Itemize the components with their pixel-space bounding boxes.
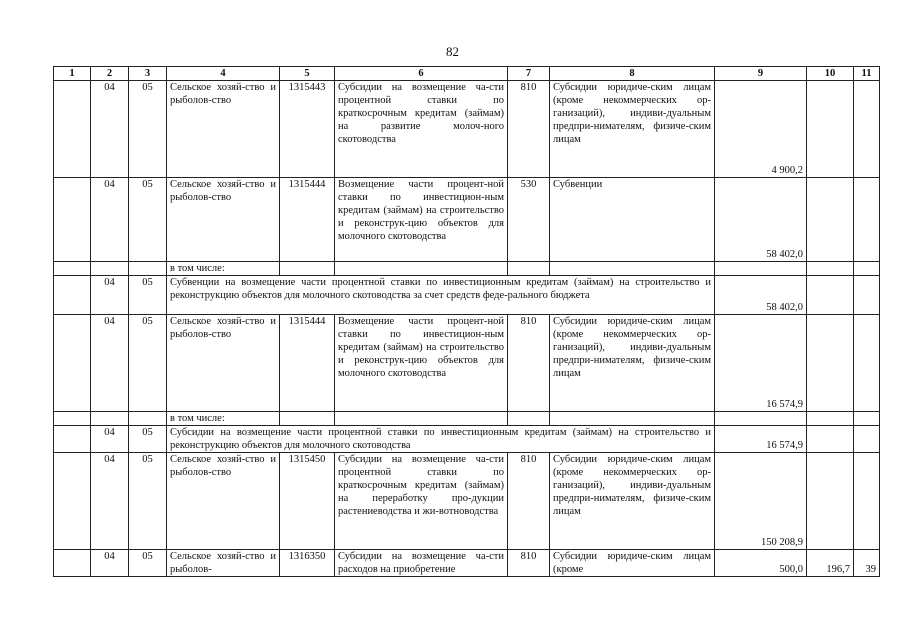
header-cell: 7 bbox=[508, 67, 550, 81]
expense-type-name: Субсидии юридиче-ским лицам (кроме некоммерческих ор-ганизаций), индиви-дуальным предпри-нимателям, физиче-ским лицам bbox=[550, 453, 715, 550]
expense-description: Субсидии на возмещение ча-сти процентной ставки по краткосрочным кредитам (займам) на переработку про-дукции растениеводства и жи-вотноводства bbox=[335, 453, 508, 550]
header-cell: 11 bbox=[854, 67, 880, 81]
expense-description: Субвенции на возмещение части процентной ставки по инвестиционным кредитам (займам) на строительство и реконструкцию объектов для молочного скотоводства за счет средств феде-рального бюджета bbox=[167, 276, 715, 315]
subsection-code: 05 bbox=[129, 315, 167, 412]
note-row bbox=[54, 262, 880, 276]
header-cell: 4 bbox=[167, 67, 280, 81]
sector-name: Сельское хозяй-ство и рыболов-ство bbox=[167, 81, 280, 178]
amount-col-10 bbox=[807, 315, 854, 412]
expense-type-name: Субвенции bbox=[550, 178, 715, 262]
header-cell: 5 bbox=[280, 67, 335, 81]
page-number: 82 bbox=[446, 44, 459, 59]
expense-type-name: Субсидии юридиче-ским лицам (кроме некоммерческих ор-ганизаций), индиви-дуальным предпри-нимателям, физиче-ским лицам bbox=[550, 315, 715, 412]
header-cell: 10 bbox=[807, 67, 854, 81]
amount-col-11 bbox=[854, 315, 880, 412]
header-cell: 3 bbox=[129, 67, 167, 81]
table-row bbox=[54, 276, 880, 315]
target-code: 1315443 bbox=[280, 81, 335, 178]
table-row bbox=[54, 550, 880, 577]
expense-type-name: Субсидии юридиче-ским лицам (кроме bbox=[550, 550, 715, 577]
amount: 58 402,0 bbox=[715, 178, 807, 262]
subsection-code: 05 bbox=[129, 81, 167, 178]
subsection-code: 05 bbox=[129, 178, 167, 262]
amount-col-11 bbox=[854, 453, 880, 550]
amount: 150 208,9 bbox=[715, 453, 807, 550]
note-row bbox=[54, 412, 880, 426]
section-code: 04 bbox=[91, 81, 129, 178]
expense-type-code: 530 bbox=[508, 178, 550, 262]
target-code: 1315444 bbox=[280, 315, 335, 412]
expense-description: Субсидии на возмещение ча-сти процентной ставки по краткосрочным кредитам (займам) на развитие молоч-ного скотоводства bbox=[335, 81, 508, 178]
amount-col-11 bbox=[854, 178, 880, 262]
sector-name: Сельское хозяй-ство и рыболов-ство bbox=[167, 315, 280, 412]
amount: 4 900,2 bbox=[715, 81, 807, 178]
sector-name: Сельское хозяй-ство и рыболов-ство bbox=[167, 453, 280, 550]
expense-type-code: 810 bbox=[508, 81, 550, 178]
target-code: 1315450 bbox=[280, 453, 335, 550]
amount-col-11 bbox=[854, 81, 880, 178]
section-code: 04 bbox=[91, 276, 129, 315]
section-code: 04 bbox=[91, 178, 129, 262]
header-cell: 1 bbox=[54, 67, 91, 81]
table-row bbox=[54, 178, 880, 262]
amount-col-11: 39 bbox=[854, 550, 880, 577]
subsection-code: 05 bbox=[129, 453, 167, 550]
subsection-code: 05 bbox=[129, 276, 167, 315]
amount: 16 574,9 bbox=[715, 315, 807, 412]
amount-col-10: 196,7 bbox=[807, 550, 854, 577]
amount-col-10 bbox=[807, 453, 854, 550]
table-row bbox=[54, 315, 880, 412]
table-row bbox=[54, 426, 880, 453]
header-cell: 6 bbox=[335, 67, 508, 81]
budget-table bbox=[53, 66, 880, 577]
expense-type-code: 810 bbox=[508, 550, 550, 577]
header-row bbox=[54, 67, 880, 81]
subsection-code: 05 bbox=[129, 426, 167, 453]
amount: 58 402,0 bbox=[715, 276, 807, 315]
section-code: 04 bbox=[91, 550, 129, 577]
expense-description: Возмещение части процент-ной ставки по инвестицион-ным кредитам (займам) на строительство и реконструк-цию объектов для молочного скотоводства bbox=[335, 315, 508, 412]
header-cell: 9 bbox=[715, 67, 807, 81]
table-row bbox=[54, 81, 880, 178]
expense-type-code: 810 bbox=[508, 315, 550, 412]
amount-col-10 bbox=[807, 178, 854, 262]
sector-name: Сельское хозяй-ство и рыболов- bbox=[167, 550, 280, 577]
amount-col-10 bbox=[807, 81, 854, 178]
expense-description: Субсидии на возмещение ча-сти расходов на приобретение bbox=[335, 550, 508, 577]
header-cell: 8 bbox=[550, 67, 715, 81]
expense-type-code: 810 bbox=[508, 453, 550, 550]
table-row bbox=[54, 453, 880, 550]
amount: 16 574,9 bbox=[715, 426, 807, 453]
sector-name: Сельское хозяй-ство и рыболов-ство bbox=[167, 178, 280, 262]
section-code: 04 bbox=[91, 315, 129, 412]
section-code: 04 bbox=[91, 426, 129, 453]
note-text: в том числе: bbox=[167, 412, 280, 426]
amount: 500,0 bbox=[715, 550, 807, 577]
expense-description: Субсидии на возмещение части процентной ставки по инвестиционным кредитам (займам) на строительство и реконструкцию объектов для молочного скотоводства bbox=[167, 426, 715, 453]
expense-description: Возмещение части процент-ной ставки по инвестицион-ным кредитам (займам) на строительство и реконструк-цию объектов для молочного скотоводства bbox=[335, 178, 508, 262]
subsection-code: 05 bbox=[129, 550, 167, 577]
note-text: в том числе: bbox=[167, 262, 280, 276]
target-code: 1316350 bbox=[280, 550, 335, 577]
section-code: 04 bbox=[91, 453, 129, 550]
header-cell: 2 bbox=[91, 67, 129, 81]
target-code: 1315444 bbox=[280, 178, 335, 262]
expense-type-name: Субсидии юридиче-ским лицам (кроме некоммерческих ор-ганизаций), индиви-дуальным предпри-нимателям, физиче-ским лицам bbox=[550, 81, 715, 178]
